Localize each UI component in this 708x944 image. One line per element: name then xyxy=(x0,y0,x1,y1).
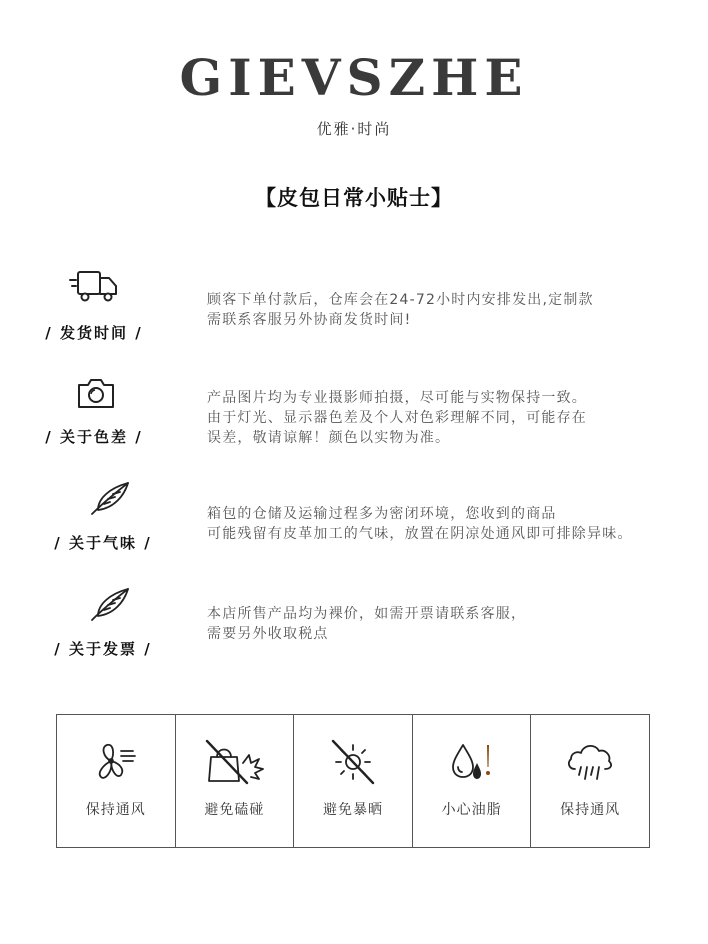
tip-text xyxy=(207,388,587,448)
tip-line: 顾客下单付款后，仓库会在24-72小时内安排发出,定制款 xyxy=(207,292,594,308)
no-impact-icon xyxy=(203,739,265,785)
brand-logo: GIEVSZHE xyxy=(179,48,529,107)
fan-icon xyxy=(93,739,139,783)
tip-label: / 关于气味 / xyxy=(54,534,152,552)
care-label: 避免磕碰 xyxy=(204,802,265,818)
care-label: 保持通风 xyxy=(560,802,621,818)
care-item xyxy=(57,715,176,847)
tip-label: / 关于色差 / xyxy=(45,428,143,446)
feather-icon xyxy=(88,586,132,622)
care-item xyxy=(294,715,413,847)
tip-line: 需要另外收取税点 xyxy=(207,626,329,642)
section-title: 【皮包日常小贴士】 xyxy=(255,186,453,210)
care-item xyxy=(413,715,532,847)
truck-icon xyxy=(68,268,120,304)
no-sun-icon xyxy=(329,739,377,785)
tip-label: / 关于发票 / xyxy=(54,640,152,658)
care-label: 保持通风 xyxy=(85,802,146,818)
care-label: 避免暴晒 xyxy=(322,802,383,818)
tip-line: 需联系客服另外协商发货时间! xyxy=(207,312,412,328)
care-item xyxy=(176,715,295,847)
brand-tagline: 优雅·时尚 xyxy=(316,120,392,138)
tip-text xyxy=(207,604,526,644)
feather-icon xyxy=(88,480,132,516)
oil-drop-icon xyxy=(449,739,495,785)
tip-text xyxy=(207,504,633,544)
care-grid xyxy=(56,714,650,848)
care-label: 小心油脂 xyxy=(441,802,502,818)
tip-label: / 发货时间 / xyxy=(45,324,143,342)
tip-line: 可能残留有皮革加工的气味，放置在阴凉处通风即可排除异味。 xyxy=(207,526,633,542)
tip-line: 箱包的仓储及运输过程多为密闭环境，您收到的商品 xyxy=(207,506,557,522)
tip-line: 产品图片均为专业摄影师拍摄，尽可能与实物保持一致。 xyxy=(207,390,587,406)
tip-line: 误差，敬请谅解！颜色以实物为准。 xyxy=(207,430,451,446)
cloud-rain-icon xyxy=(565,739,615,785)
camera-icon xyxy=(77,376,115,410)
tip-line: 由于灯光、显示器色差及个人对色彩理解不同，可能存在 xyxy=(207,410,587,426)
tip-line: 本店所售产品均为裸价，如需开票请联系客服， xyxy=(207,606,527,622)
care-item xyxy=(531,715,649,847)
tip-text xyxy=(207,290,594,330)
